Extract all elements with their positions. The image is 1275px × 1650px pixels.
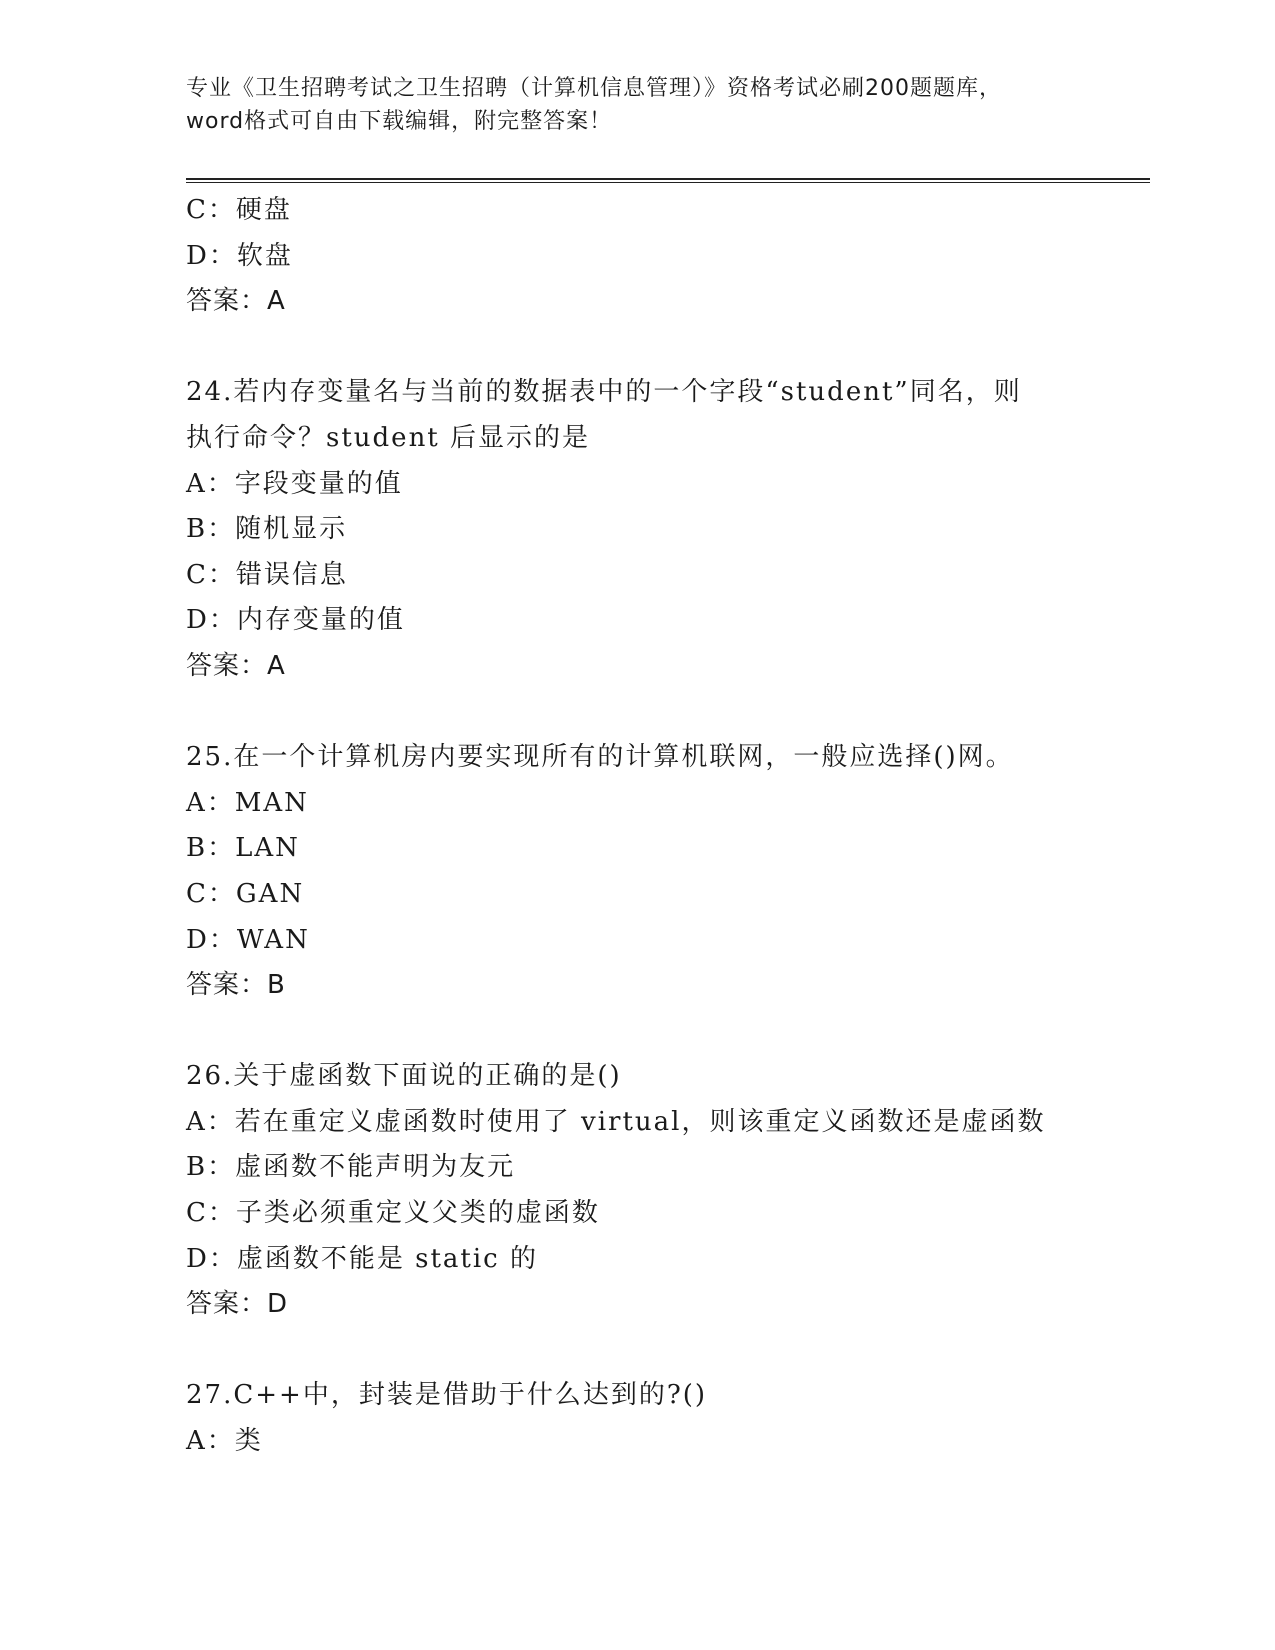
option-c: C：错误信息	[186, 559, 348, 590]
question-24	[186, 370, 1126, 689]
spacer	[186, 690, 1126, 736]
answer-line: 答案：A	[186, 650, 286, 681]
option-d: D：内存变量的值	[186, 605, 405, 636]
question-text-continued: 执行命令？student 后显示的是	[186, 422, 591, 453]
option-d: D：软盘	[186, 240, 293, 271]
question-27	[186, 1373, 1126, 1464]
option-a: A：MAN	[186, 787, 309, 818]
spacer	[186, 325, 1126, 371]
option-b: B：随机显示	[186, 514, 348, 545]
option-d: D：虚函数不能是 static 的	[186, 1243, 539, 1274]
question-text: 24.若内存变量名与当前的数据表中的一个字段“student”同名，则	[186, 377, 1022, 408]
option-b: B：虚函数不能声明为友元	[186, 1152, 516, 1183]
question-text: 26.关于虚函数下面说的正确的是()	[186, 1061, 622, 1092]
answer-line: 答案：D	[186, 1289, 289, 1320]
question-text: 25.在一个计算机房内要实现所有的计算机联网，一般应选择()网。	[186, 742, 1014, 773]
page-header	[186, 72, 1106, 138]
header-divider	[186, 178, 1150, 183]
option-c: C：子类必须重定义父类的虚函数	[186, 1198, 600, 1229]
spacer	[186, 1328, 1126, 1374]
question-26	[186, 1054, 1126, 1328]
option-a: A：字段变量的值	[186, 468, 403, 499]
answer-line: 答案：A	[186, 286, 286, 317]
option-c: C：GAN	[186, 878, 305, 909]
question-25	[186, 735, 1126, 1009]
option-d: D：WAN	[186, 924, 310, 955]
question-text: 27.C++中，封装是借助于什么达到的?()	[186, 1380, 708, 1411]
option-c: C：硬盘	[186, 195, 292, 225]
header-title-line-2: word格式可自由下载编辑，附完整答案！	[186, 109, 613, 134]
question-23-tail	[186, 188, 1126, 325]
header-title-line-1: 专业《卫生招聘考试之卫生招聘（计算机信息管理）》资格考试必刷200题题库，	[186, 76, 1002, 101]
spacer	[186, 1009, 1126, 1055]
question-list	[186, 188, 1126, 1465]
option-b: B：LAN	[186, 833, 300, 864]
option-a: A：若在重定义虚函数时使用了 virtual，则该重定义函数还是虚函数	[186, 1106, 1046, 1137]
option-a: A：类	[186, 1426, 263, 1457]
answer-line: 答案：B	[186, 970, 286, 1001]
